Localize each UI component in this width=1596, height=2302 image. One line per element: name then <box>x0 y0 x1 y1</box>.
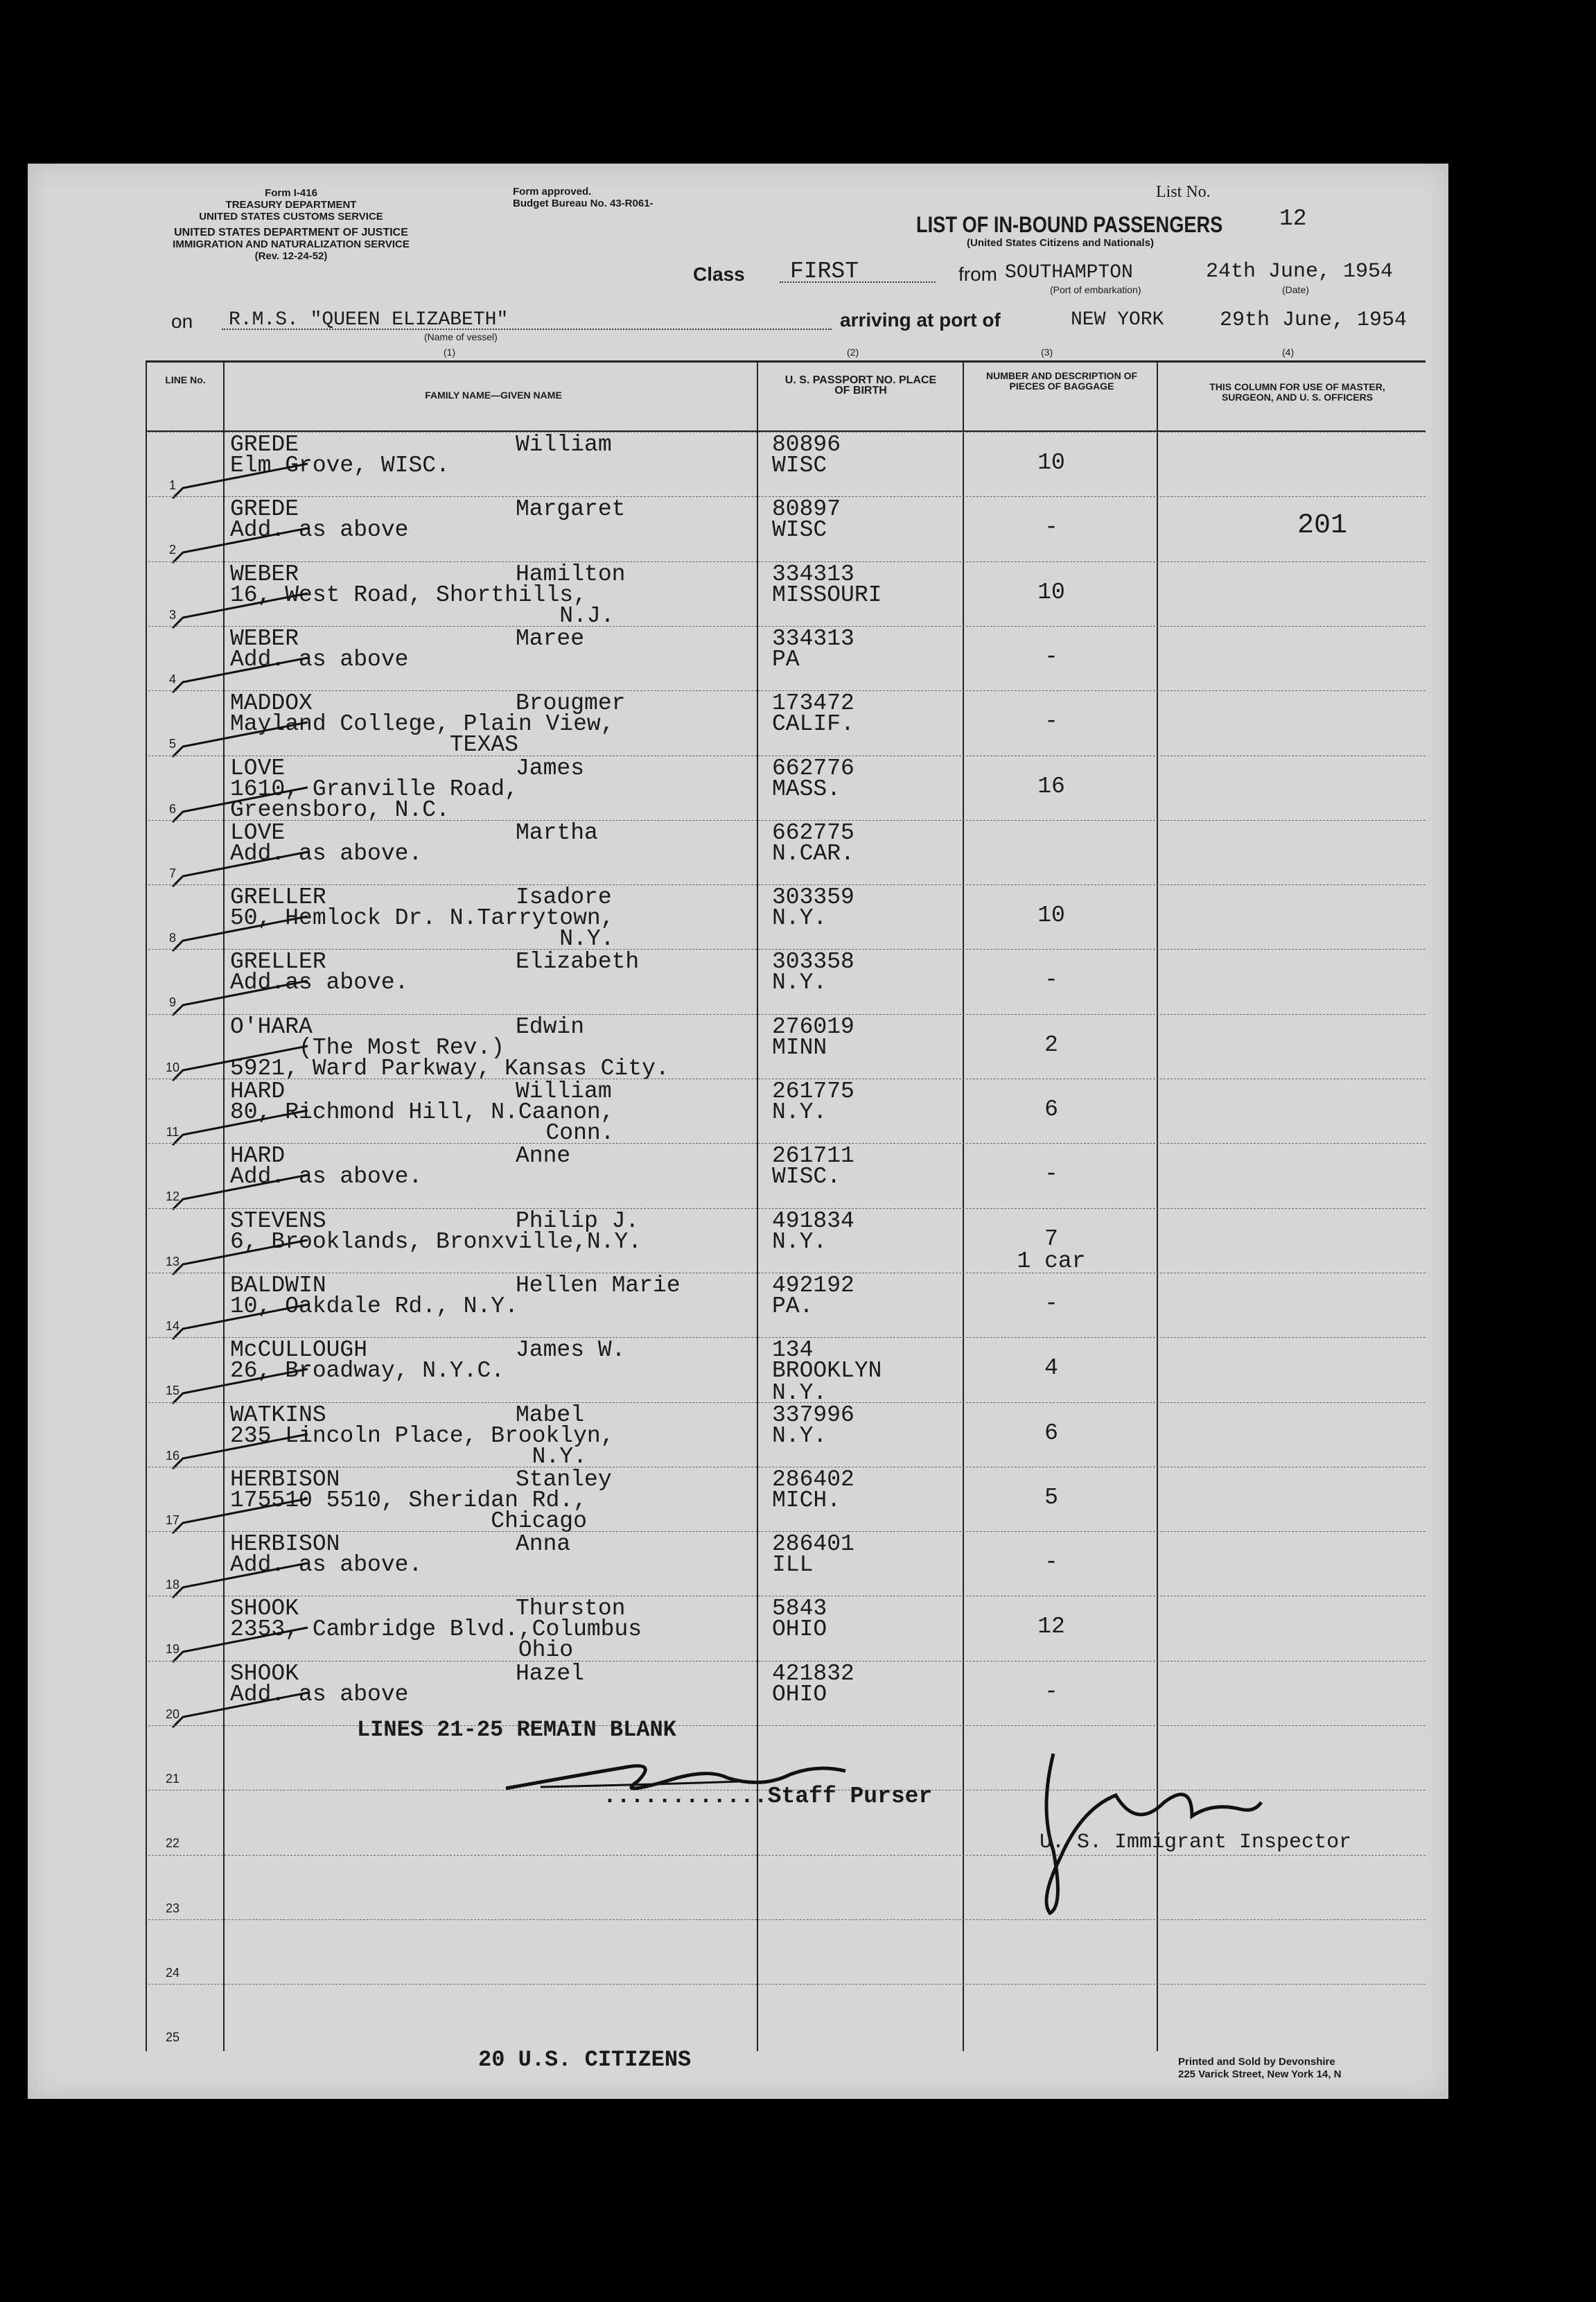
baggage-count: - <box>1044 1290 1058 1316</box>
address: 80, Richmond Hill, N.Caanon, <box>230 1099 615 1125</box>
col-header-baggage: NUMBER AND DESCRIPTION OF PIECES OF BAGGAGE <box>985 370 1138 392</box>
passport-number: 492192 <box>772 1272 854 1298</box>
place-of-birth: N.Y. <box>772 1422 827 1449</box>
address: Add. as above. <box>230 840 423 866</box>
arriving-label: arriving at port of <box>840 309 1001 331</box>
line-number: 11 <box>166 1125 179 1139</box>
given-name: Philip J. <box>516 1207 640 1234</box>
baggage-count: 6 <box>1044 1097 1058 1122</box>
line-number: 2 <box>168 543 176 557</box>
family-name: GREDE <box>230 432 299 457</box>
list-number: 12 <box>1279 206 1307 232</box>
address: 6, Brooklands, Bronxville,N.Y. <box>230 1228 642 1255</box>
checkmark-icon <box>169 590 322 631</box>
passport-number: 134 <box>772 1337 814 1363</box>
list-no-label: List No. <box>1156 183 1211 201</box>
baggage-count: - <box>1044 967 1058 993</box>
passport-number: 337996 <box>772 1402 854 1428</box>
checkmark-icon <box>169 1366 322 1407</box>
given-name: William <box>516 432 612 457</box>
departure-date: 24th June, 1954 <box>1206 260 1394 284</box>
address: 50, Hemlock Dr. N.Tarrytown, <box>230 905 615 932</box>
line-number: 12 <box>165 1189 180 1204</box>
family-name: GRELLER <box>230 949 326 975</box>
family-name: MADDOX <box>230 690 313 717</box>
passport-number: 261711 <box>772 1143 854 1169</box>
address: 235 Lincoln Place, Brooklyn, <box>230 1422 615 1449</box>
given-name: Brougmer <box>516 690 626 717</box>
col-header-line: LINE No. <box>165 374 206 385</box>
given-name: Thurston <box>516 1596 626 1622</box>
baggage-count: - <box>1044 1549 1058 1576</box>
arrival-date: 29th June, 1954 <box>1220 308 1408 332</box>
line-number: 18 <box>165 1578 180 1592</box>
table-row <box>148 432 1426 497</box>
address: 16, West Road, Shorthills, <box>230 582 587 608</box>
given-name: Edwin <box>516 1013 585 1040</box>
col-num-1: (1) <box>444 347 456 358</box>
baggage-count: 10 <box>1037 903 1065 929</box>
line-number: 8 <box>168 931 176 945</box>
line-number: 7 <box>168 866 176 880</box>
passport-number: 334313 <box>772 625 854 652</box>
place-of-birth: N.Y. <box>772 1099 827 1125</box>
checkmark-icon <box>169 848 322 890</box>
place-of-birth: WISC. <box>772 1164 841 1190</box>
passport-number: 173472 <box>772 690 854 717</box>
address: 26, Broadway, N.Y.C. <box>230 1358 505 1384</box>
passport-number: 5843 <box>772 1596 827 1622</box>
given-name: Margaret <box>516 496 626 523</box>
family-name: LOVE <box>230 819 286 846</box>
family-name: O'HARA <box>230 1013 313 1040</box>
table-row <box>148 1208 1426 1273</box>
line-number: 22 <box>165 1836 180 1851</box>
checkmark-icon <box>169 1237 322 1278</box>
line-number: 5 <box>168 737 176 751</box>
passport-number: 80896 <box>772 432 841 457</box>
line-number: 24 <box>165 1965 180 1980</box>
checkmark-icon <box>169 977 322 1019</box>
passport-number: 334313 <box>772 561 854 587</box>
from-label: from <box>958 263 997 285</box>
address: Add.as above. <box>230 970 409 996</box>
customs-service: UNITED STATES CUSTOMS SERVICE <box>199 211 383 223</box>
baggage-count: - <box>1044 514 1058 541</box>
address: Elm Grove, WISC. <box>230 453 450 478</box>
family-name: HERBISON <box>230 1466 340 1492</box>
baggage-count: - <box>1044 1161 1058 1187</box>
address: Add. as above <box>230 517 409 543</box>
address-cont: Greensboro, N.C. <box>230 796 450 823</box>
baggage-count: 16 <box>1037 773 1065 799</box>
family-name: HERBISON <box>230 1531 340 1558</box>
address-cont: N.Y. <box>230 926 615 952</box>
family-name: STEVENS <box>230 1207 326 1234</box>
given-name: Hamilton <box>516 561 626 587</box>
class-value: FIRST <box>790 259 859 284</box>
checkmark-icon <box>169 1495 322 1537</box>
form-number: Form I-416 <box>265 187 317 199</box>
table-row <box>148 1467 1426 1532</box>
line-number: 17 <box>165 1512 180 1527</box>
col-header-name: FAMILY NAME—GIVEN NAME <box>425 390 562 401</box>
address: Mayland College, Plain View, <box>230 711 615 738</box>
checkmark-icon <box>169 1171 322 1213</box>
place-of-birth: WISC <box>772 453 827 478</box>
approval-block <box>513 186 654 209</box>
line-number: 13 <box>165 1254 180 1268</box>
baggage-count: 5 <box>1044 1484 1058 1510</box>
passport-number: 261775 <box>772 1079 854 1104</box>
address: Add. as above <box>230 1681 409 1707</box>
passport-number: 662776 <box>772 755 854 781</box>
table-row <box>148 949 1426 1014</box>
place-of-birth: MICH. <box>772 1487 841 1513</box>
address: 2353, Cambridge Blvd.,Columbus <box>230 1616 642 1643</box>
passport-number: 303359 <box>772 884 854 911</box>
table-row <box>148 1531 1426 1596</box>
col-num-3: (3) <box>1041 347 1053 358</box>
passport-number: 662775 <box>772 819 854 846</box>
baggage-count: 4 <box>1044 1355 1058 1381</box>
place-of-birth: MISSOURI <box>772 582 882 608</box>
line-number: 1 <box>168 478 176 492</box>
line-number: 19 <box>165 1642 180 1657</box>
address: 10, Oakdale Rd., N.Y. <box>230 1293 518 1319</box>
table-row <box>148 1984 1426 2049</box>
family-name: GREDE <box>230 496 299 523</box>
address-cont: N.J. <box>230 602 615 629</box>
line-number: 9 <box>168 995 176 1010</box>
checkmark-icon <box>169 1624 322 1666</box>
col-num-2: (2) <box>847 347 859 358</box>
budget-bureau: Budget Bureau No. 43-R061- <box>513 198 654 209</box>
table-row <box>148 561 1426 627</box>
vessel-caption: (Name of vessel) <box>424 331 498 342</box>
baggage-count: 10 <box>1037 450 1065 476</box>
family-name: McCULLOUGH <box>230 1337 368 1363</box>
baggage-count: 2 <box>1044 1031 1058 1058</box>
checkmark-icon <box>169 719 322 760</box>
given-name: Hellen Marie <box>516 1272 681 1298</box>
address: 1610, Granville Road, <box>230 776 518 802</box>
treasury-dept: TREASURY DEPARTMENT <box>225 199 357 211</box>
table-row <box>148 496 1426 561</box>
on-label: on <box>171 311 193 332</box>
line-number: 23 <box>165 1901 180 1915</box>
passport-number: 286401 <box>772 1531 854 1558</box>
place-of-birth: BROOKLYN N.Y. <box>772 1358 882 1406</box>
line-number: 15 <box>165 1384 180 1398</box>
given-name: Hazel <box>516 1660 585 1686</box>
line-number: 21 <box>165 1772 180 1786</box>
place-of-birth: N.Y. <box>772 970 827 996</box>
checkmark-icon <box>169 1043 322 1084</box>
col-header-passport: U. S. PASSPORT NO. PLACE OF BIRTH <box>784 374 937 396</box>
given-name: Anne <box>516 1143 571 1169</box>
family-name: BALDWIN <box>230 1272 326 1298</box>
place-of-birth: MINN <box>772 1034 827 1061</box>
table-row <box>148 820 1426 885</box>
table-row <box>148 1079 1426 1144</box>
given-name: William <box>516 1079 612 1104</box>
family-name: WEBER <box>230 561 299 587</box>
revision: (Rev. 12-24-52) <box>254 250 328 262</box>
passport-number: 80897 <box>772 496 841 523</box>
given-name: Mabel <box>516 1402 585 1428</box>
place-of-birth: OHIO <box>772 1681 827 1707</box>
col-header-officers: THIS COLUMN FOR USE OF MASTER, SURGEON, AND U. S. OFFICERS <box>1209 381 1385 403</box>
place-of-birth: PA <box>772 646 800 672</box>
given-name: Anna <box>516 1531 571 1558</box>
address-cont: Chicago <box>230 1508 587 1534</box>
baggage-count: 7 1 car <box>1017 1226 1086 1274</box>
checkmark-icon <box>169 1107 322 1149</box>
line-number: 14 <box>165 1318 180 1333</box>
family-name: HARD <box>230 1143 286 1169</box>
date-caption: (Date) <box>1282 284 1309 295</box>
staff-purser-label: ............Staff Purser <box>603 1784 933 1809</box>
line-number: 10 <box>165 1060 180 1074</box>
place-of-birth: MASS. <box>772 776 841 802</box>
baggage-count: 12 <box>1037 1614 1065 1640</box>
address: Add. as above. <box>230 1552 423 1578</box>
family-name: WATKINS <box>230 1402 326 1428</box>
address-cont: Ohio <box>230 1637 574 1664</box>
table-row <box>148 1014 1426 1079</box>
place-of-birth: N.CAR. <box>772 840 854 866</box>
passport-number: 286402 <box>772 1466 854 1492</box>
form-approved: Form approved. <box>513 186 592 198</box>
family-name: SHOOK <box>230 1596 299 1622</box>
family-name: WEBER <box>230 625 299 652</box>
address: Add. as above <box>230 646 409 672</box>
baggage-count: - <box>1044 708 1058 735</box>
checkmark-icon <box>169 784 322 826</box>
baggage-count: 6 <box>1044 1420 1058 1446</box>
remain-blank-note: LINES 21-25 REMAIN BLANK <box>357 1717 676 1743</box>
arrival-port: NEW YORK <box>1071 309 1164 331</box>
given-name: Maree <box>516 625 585 652</box>
table-row <box>148 884 1426 950</box>
given-name: Isadore <box>516 884 612 911</box>
address: 175510 5510, Sheridan Rd., <box>230 1487 587 1513</box>
place-of-birth: WISC <box>772 517 827 543</box>
given-name: Stanley <box>516 1466 612 1492</box>
table-row <box>148 1337 1426 1406</box>
passport-number: 421832 <box>772 1660 854 1686</box>
line-number: 20 <box>165 1707 180 1721</box>
checkmark-icon <box>169 1689 322 1731</box>
checkmark-icon <box>169 1301 322 1343</box>
address-cont: Conn. <box>230 1120 615 1146</box>
table-row <box>148 1143 1426 1208</box>
class-label: Class <box>693 263 745 285</box>
checkmark-icon <box>169 1431 322 1472</box>
table-row <box>148 1919 1426 1985</box>
address-cont: 5921, Ward Parkway, Kansas City. <box>230 1055 669 1081</box>
checkmark-icon <box>169 654 322 696</box>
checkmark-icon <box>169 525 322 566</box>
officer-note: 201 <box>1297 510 1348 541</box>
table-row <box>148 690 1426 756</box>
port-of-embarkation: SOUTHAMPTON <box>1005 262 1133 284</box>
page-subtitle: (United States Citizens and Nationals) <box>967 237 1155 249</box>
printer-line-2: 225 Varick Street, New York 14, N <box>1178 2068 1342 2080</box>
inspector-label: U. S. Immigrant Inspector <box>1040 1831 1352 1854</box>
baggage-count: 10 <box>1037 579 1065 605</box>
family-name: HARD <box>230 1079 286 1104</box>
citizens-total: 20 U.S. CITIZENS <box>478 2047 692 2073</box>
given-name: James W. <box>516 1337 626 1363</box>
table-row <box>148 1273 1426 1338</box>
checkmark-icon <box>169 1560 322 1601</box>
passport-number: 276019 <box>772 1013 854 1040</box>
checkmark-icon <box>169 913 322 954</box>
checkmark-icon <box>169 460 322 502</box>
printer-line-1: Printed and Sold by Devonshire <box>1178 2056 1335 2068</box>
col-num-4: (4) <box>1282 347 1295 358</box>
address: Add. as above. <box>230 1164 423 1190</box>
baggage-count: - <box>1044 643 1058 670</box>
line-number: 3 <box>168 607 176 622</box>
form-agency-block <box>166 187 416 262</box>
address-cont: N.Y. <box>230 1443 587 1470</box>
address: (The Most Rev.) <box>230 1034 505 1061</box>
place-of-birth: ILL <box>772 1552 814 1578</box>
baggage-count: - <box>1044 1678 1058 1704</box>
place-of-birth: N.Y. <box>772 905 827 932</box>
passport-number: 491834 <box>772 1207 854 1234</box>
line-number: 6 <box>168 801 176 816</box>
table-row <box>148 756 1426 821</box>
page-title: LIST OF IN-BOUND PASSENGERS <box>916 212 1223 237</box>
justice-dept: UNITED STATES DEPARTMENT OF JUSTICE <box>174 227 408 238</box>
given-name: Martha <box>516 819 598 846</box>
given-name: Elizabeth <box>516 949 640 975</box>
table-row <box>148 1596 1426 1664</box>
family-name: GRELLER <box>230 884 326 911</box>
place-of-birth: PA. <box>772 1293 814 1319</box>
line-number: 4 <box>168 672 176 686</box>
vessel-name: R.M.S. "QUEEN ELIZABETH" <box>229 309 509 331</box>
place-of-birth: N.Y. <box>772 1228 827 1255</box>
place-of-birth: OHIO <box>772 1616 827 1643</box>
place-of-birth: CALIF. <box>772 711 854 738</box>
family-name: LOVE <box>230 755 286 781</box>
line-number: 25 <box>165 2030 180 2045</box>
ins-service: IMMIGRATION AND NATURALIZATION SERVICE <box>173 238 410 250</box>
passport-number: 303358 <box>772 949 854 975</box>
embarkation-caption: (Port of embarkation) <box>1050 284 1141 295</box>
table-row <box>148 626 1426 691</box>
family-name: SHOOK <box>230 1660 299 1686</box>
line-number: 16 <box>165 1448 180 1463</box>
given-name: James <box>516 755 585 781</box>
table-row <box>148 1661 1426 1726</box>
address-cont: TEXAS <box>230 732 518 758</box>
table-row <box>148 1402 1426 1470</box>
